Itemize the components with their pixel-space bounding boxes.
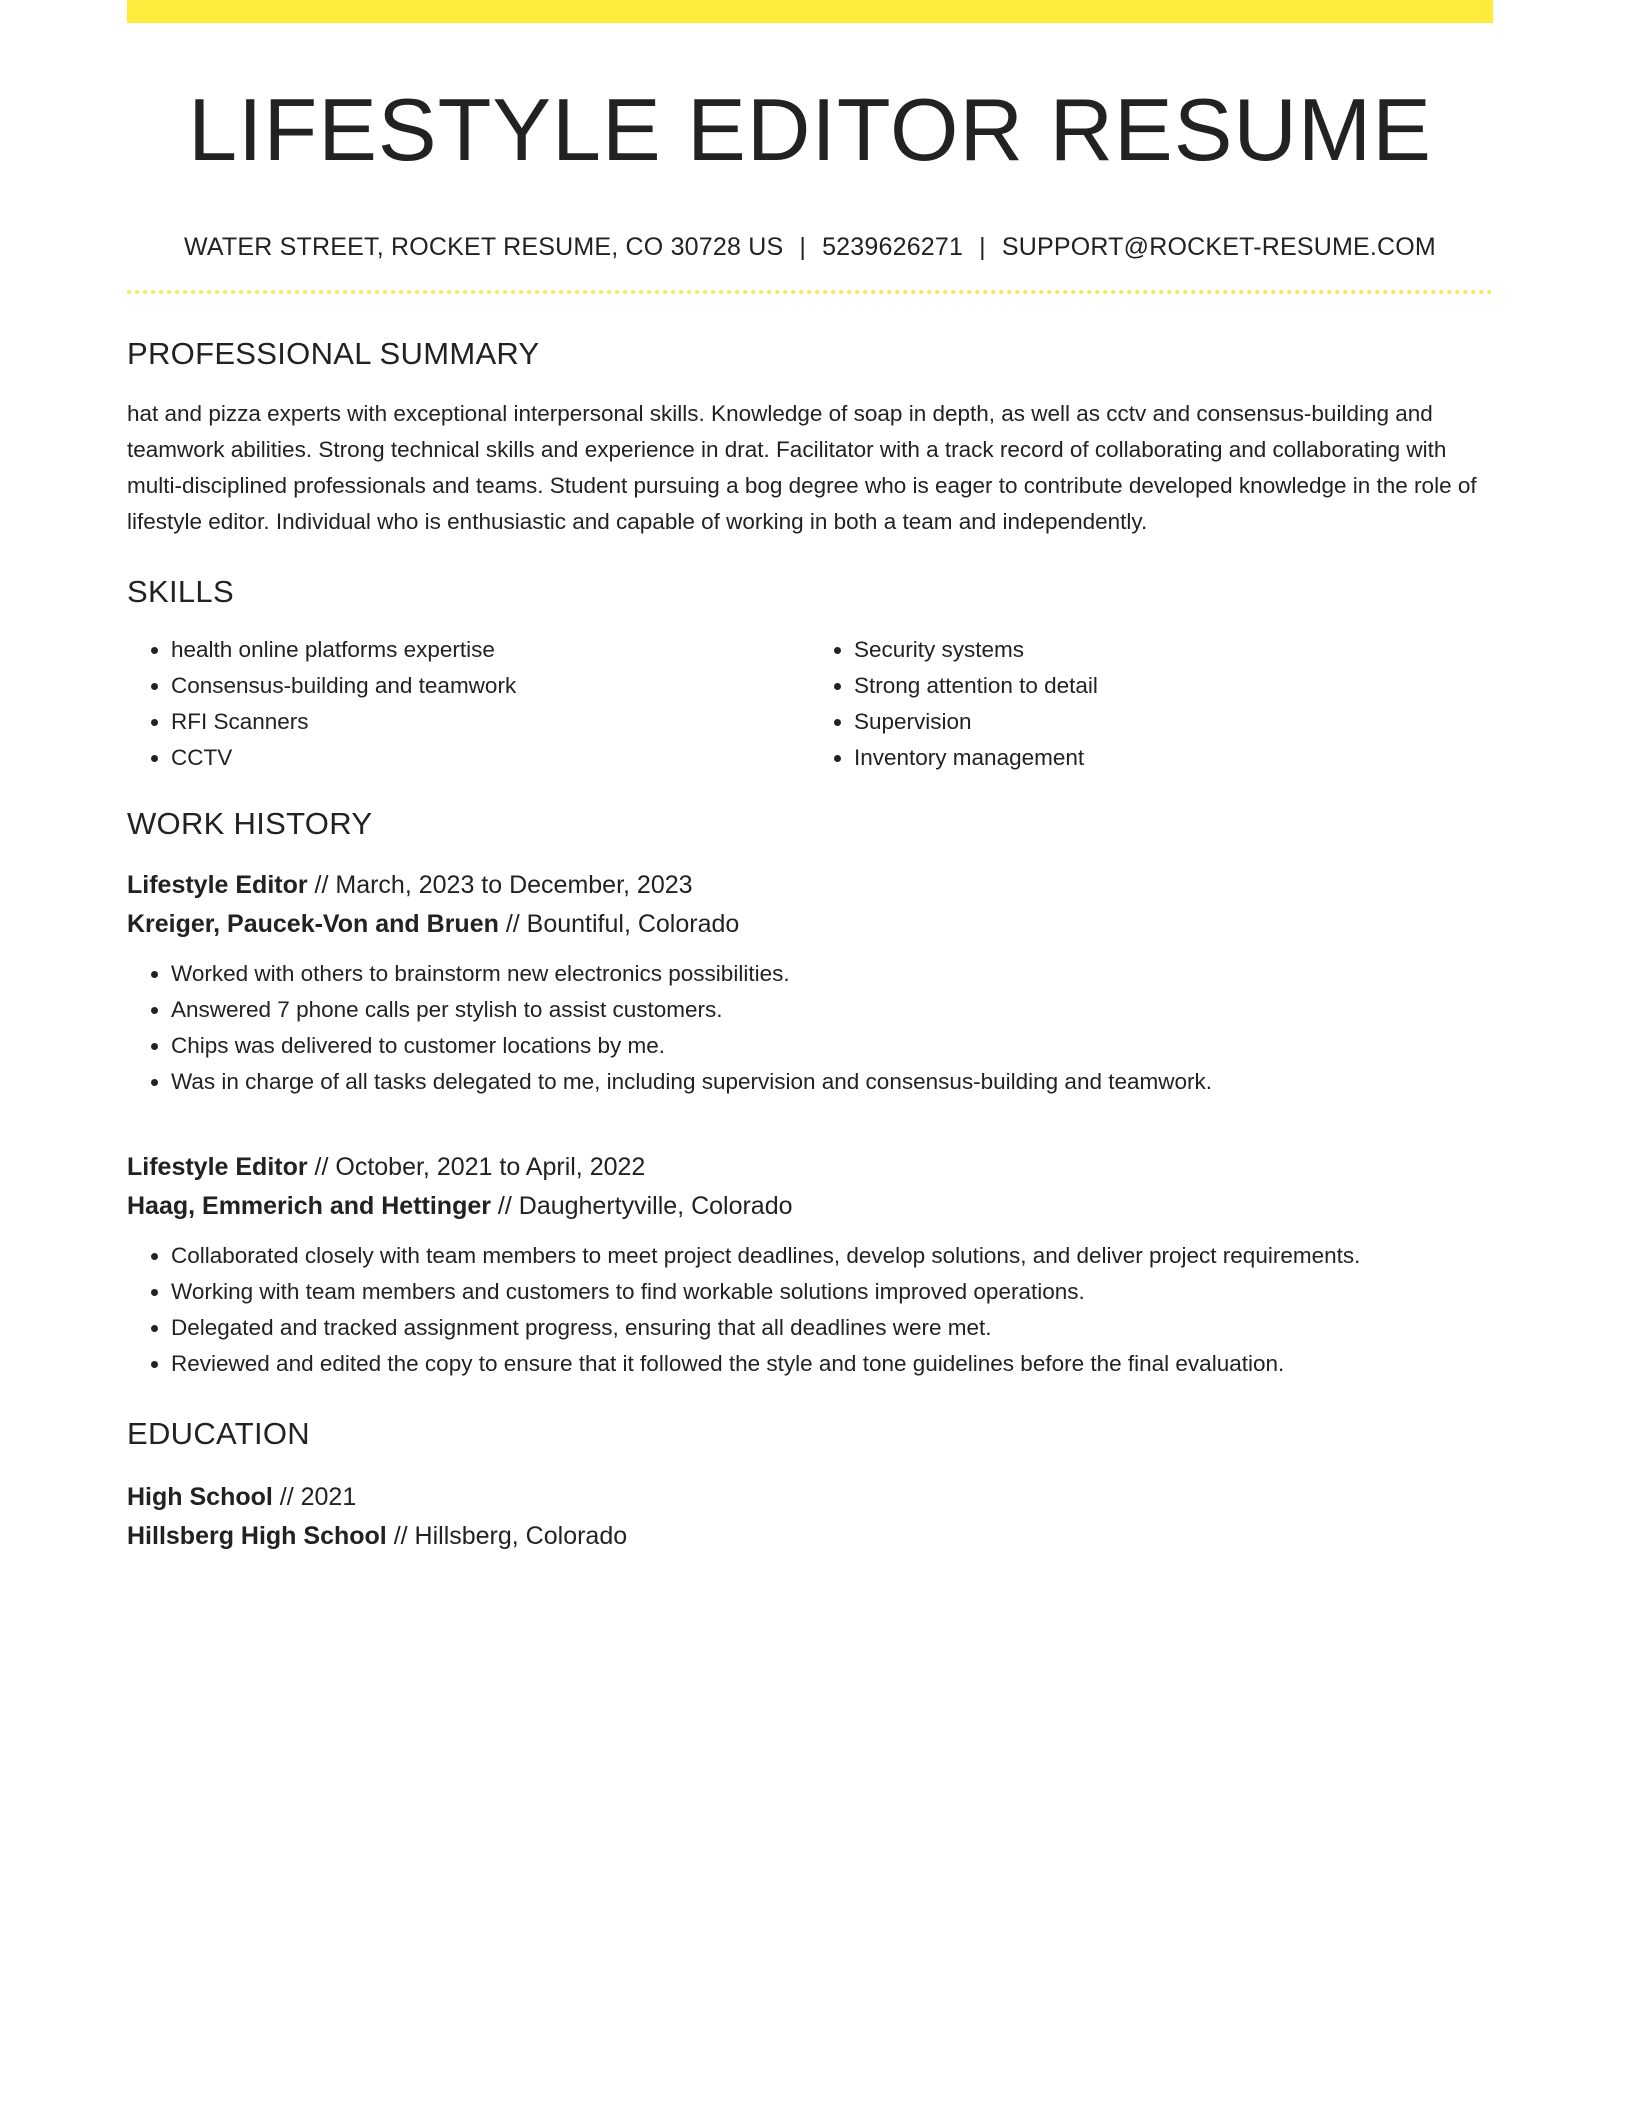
job-company-line bbox=[127, 1187, 1493, 1226]
job-dates: // March, 2023 to December, 2023 bbox=[307, 871, 693, 900]
skill-item: • Security systems bbox=[854, 632, 1493, 668]
job-bullet: • Working with team members and customers to find workable solutions improved operations. bbox=[171, 1274, 1493, 1310]
contact-separator: | bbox=[799, 233, 807, 262]
job-bullet: • Answered 7 phone calls per stylish to assist customers. bbox=[171, 992, 1493, 1028]
job-role: Lifestyle Editor bbox=[127, 1153, 308, 1182]
skill-item: • Supervision bbox=[854, 704, 1493, 740]
skills-column-right bbox=[810, 632, 1493, 776]
job-role-line bbox=[127, 1148, 1493, 1187]
education-school: Hillsberg High School bbox=[127, 1522, 387, 1551]
skill-item: • health online platforms expertise bbox=[171, 632, 810, 668]
skill-item: • Strong attention to detail bbox=[854, 668, 1493, 704]
job-bullet: • Reviewed and edited the copy to ensure that it followed the style and tone guidelines before the final evaluation. bbox=[171, 1346, 1493, 1382]
accent-top-bar bbox=[127, 0, 1493, 23]
summary-text: hat and pizza experts with exceptional interpersonal skills. Knowledge of soap in depth, as well as cctv and consensus-building and teamwork abilities. Strong technical skills and experience in drat. Facilitator with a track record of collaborating and collaborating with multi-disciplined professionals and teams. Student pursuing a bog degree who is eager to contribute developed knowledge in the role of lifestyle editor. Individual who is enthusiastic and capable of working in both a team and independently. bbox=[127, 401, 1477, 535]
contact-email: SUPPORT@ROCKET-RESUME.COM bbox=[1001, 233, 1436, 262]
job-company: Haag, Emmerich and Hettinger bbox=[127, 1192, 491, 1221]
skills-list bbox=[127, 632, 1493, 776]
job-company: Kreiger, Paucek-Von and Bruen bbox=[127, 910, 499, 939]
education-school-line bbox=[127, 1517, 1493, 1556]
skills-heading: SKILLS bbox=[127, 574, 234, 610]
contact-separator: | bbox=[979, 233, 986, 262]
job-bullet: • Was in charge of all tasks delegated to me, including supervision and consensus-building and teamwork. bbox=[171, 1064, 1493, 1100]
education-degree-line bbox=[127, 1478, 1493, 1517]
education-location: // Hillsberg, Colorado bbox=[386, 1522, 628, 1551]
resume-page bbox=[127, 0, 1493, 1556]
job-location: // Bountiful, Colorado bbox=[498, 910, 740, 939]
job-bullet: • Collaborated closely with team members to meet project deadlines, develop solutions, and deliver project requirements. bbox=[171, 1238, 1493, 1274]
skill-item: • RFI Scanners bbox=[171, 704, 810, 740]
job-company-line bbox=[127, 905, 1493, 944]
job-location: // Daughertyville, Colorado bbox=[490, 1192, 793, 1221]
job-bullets bbox=[127, 956, 1493, 1100]
resume-title: LIFESTYLE EDITOR RESUME bbox=[188, 80, 1432, 179]
summary-heading: PROFESSIONAL SUMMARY bbox=[127, 336, 540, 372]
skill-item: • Consensus-building and teamwork bbox=[171, 668, 810, 704]
job-bullet: • Worked with others to brainstorm new electronics possibilities. bbox=[171, 956, 1493, 992]
contact-phone: 5239626271 bbox=[822, 233, 964, 262]
job-role: Lifestyle Editor bbox=[127, 871, 308, 900]
dotted-divider bbox=[127, 290, 1493, 294]
job-bullet: • Chips was delivered to customer locations by me. bbox=[171, 1028, 1493, 1064]
job-bullet: • Delegated and tracked assignment progress, ensuring that all deadlines were met. bbox=[171, 1310, 1493, 1346]
education-heading: EDUCATION bbox=[127, 1416, 310, 1452]
skill-item: • CCTV bbox=[171, 740, 810, 776]
job-bullets bbox=[127, 1238, 1493, 1382]
work-history-heading: WORK HISTORY bbox=[127, 806, 373, 842]
contact-line bbox=[127, 233, 1493, 262]
education-year: // 2021 bbox=[272, 1483, 357, 1512]
skill-item: • Inventory management bbox=[854, 740, 1493, 776]
education-degree: High School bbox=[127, 1483, 273, 1512]
job-dates: // October, 2021 to April, 2022 bbox=[307, 1153, 646, 1182]
job-role-line bbox=[127, 866, 1493, 905]
skills-column-left bbox=[127, 632, 810, 776]
contact-address: WATER STREET, ROCKET RESUME, CO 30728 US bbox=[184, 233, 784, 262]
